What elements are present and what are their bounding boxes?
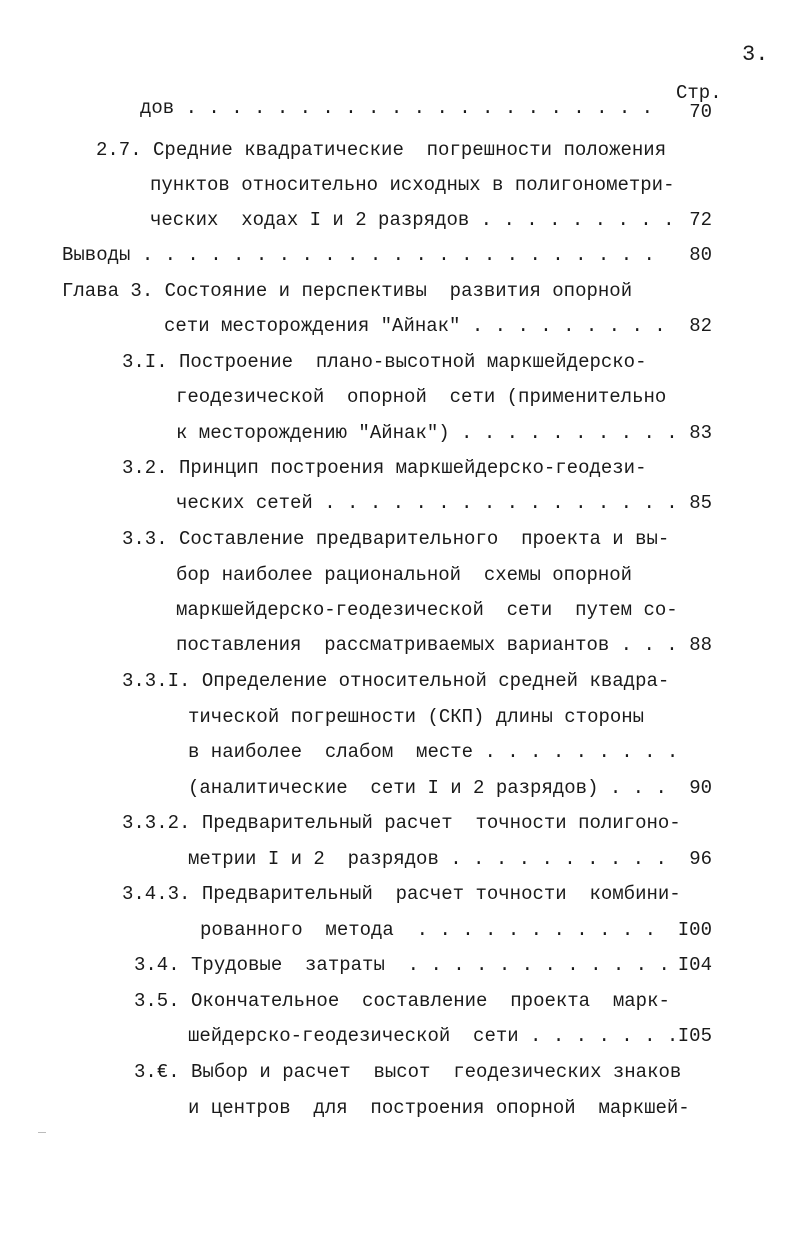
- toc-line: ческих сетей . . . . . . . . . . . . . . . .: [176, 492, 678, 514]
- toc-line: 3.4.3. Предварительный расчет точности комбини-: [122, 883, 681, 905]
- toc-line: геодезической опорной сети (применительно: [176, 386, 667, 408]
- toc-page-number: 70: [689, 101, 712, 123]
- toc-line: 3.2. Принцип построения маркшейдерско-геодези-: [122, 457, 647, 479]
- toc-line: 3.5. Окончательное составление проекта марк-: [134, 990, 670, 1012]
- toc-line: 3.I. Построение плано-высотной маркшейдерско-: [122, 351, 647, 373]
- toc-line: в наиболее слабом месте . . . . . . . . .: [188, 741, 679, 763]
- toc-line: дов . . . . . . . . . . . . . . . . . . . . .: [140, 97, 654, 119]
- toc-line: 3.3.I. Определение относительной средней квадра-: [122, 670, 670, 692]
- toc-line: метрии I и 2 разрядов . . . . . . . . . .: [188, 848, 667, 870]
- toc-page-number: 96: [689, 848, 712, 870]
- toc-line: поставления рассматриваемых вариантов . . .: [176, 634, 678, 656]
- toc-line: бор наиболее рациональной схемы опорной: [176, 564, 633, 586]
- scan-artifact-mark: [38, 1132, 46, 1133]
- toc-line: пунктов относительно исходных в полигонометри-: [150, 174, 675, 196]
- toc-line: к месторождению "Айнак") . . . . . . . . . .: [176, 422, 678, 444]
- toc-line: 3.3. Составление предварительного проекта и вы-: [122, 528, 670, 550]
- toc-line: 3.3.2. Предварительный расчет точности полигоно-: [122, 812, 681, 834]
- toc-line: шейдерско-геодезической сети . . . . . . .: [188, 1025, 679, 1047]
- toc-line: 3.4. Трудовые затраты . . . . . . . . . . . .: [134, 954, 670, 976]
- toc-line: ческих ходах I и 2 разрядов . . . . . . . . .: [150, 209, 675, 231]
- toc-line: Глава 3. Состояние и перспективы развития опорной: [62, 280, 633, 302]
- toc-line: 2.7. Средние квадратические погрешности положения: [96, 139, 667, 161]
- toc-line: Выводы . . . . . . . . . . . . . . . . . . . . . . .: [62, 244, 655, 266]
- page-number: 3.: [742, 42, 769, 67]
- toc-page-number: 90: [689, 777, 712, 799]
- toc-line: (аналитические сети I и 2 разрядов) . . .: [188, 777, 667, 799]
- toc-line: маркшейдерско-геодезической сети путем со-: [176, 599, 678, 621]
- toc-page-number: 85: [689, 492, 712, 514]
- toc-line: сети месторождения "Айнак" . . . . . . . . .: [164, 315, 666, 337]
- toc-page-number: 72: [689, 209, 712, 231]
- toc-page-number: 82: [689, 315, 712, 337]
- toc-line: рованного метода . . . . . . . . . . .: [200, 919, 657, 941]
- toc-page-number: I05: [677, 1025, 712, 1047]
- toc-page-number: 88: [689, 634, 712, 656]
- toc-page-number: 83: [689, 422, 712, 444]
- toc-line: и центров для построения опорной маркшей-: [188, 1097, 690, 1119]
- toc-page-number: 80: [689, 244, 712, 266]
- toc-line: 3.€. Выбор и расчет высот геодезических знаков: [134, 1061, 682, 1083]
- toc-page-number: I04: [677, 954, 712, 976]
- toc-line: тической погрешности (СКП) длины стороны: [188, 706, 645, 728]
- page-column-label: Стр.: [676, 82, 722, 104]
- toc-page-number: I00: [677, 919, 712, 941]
